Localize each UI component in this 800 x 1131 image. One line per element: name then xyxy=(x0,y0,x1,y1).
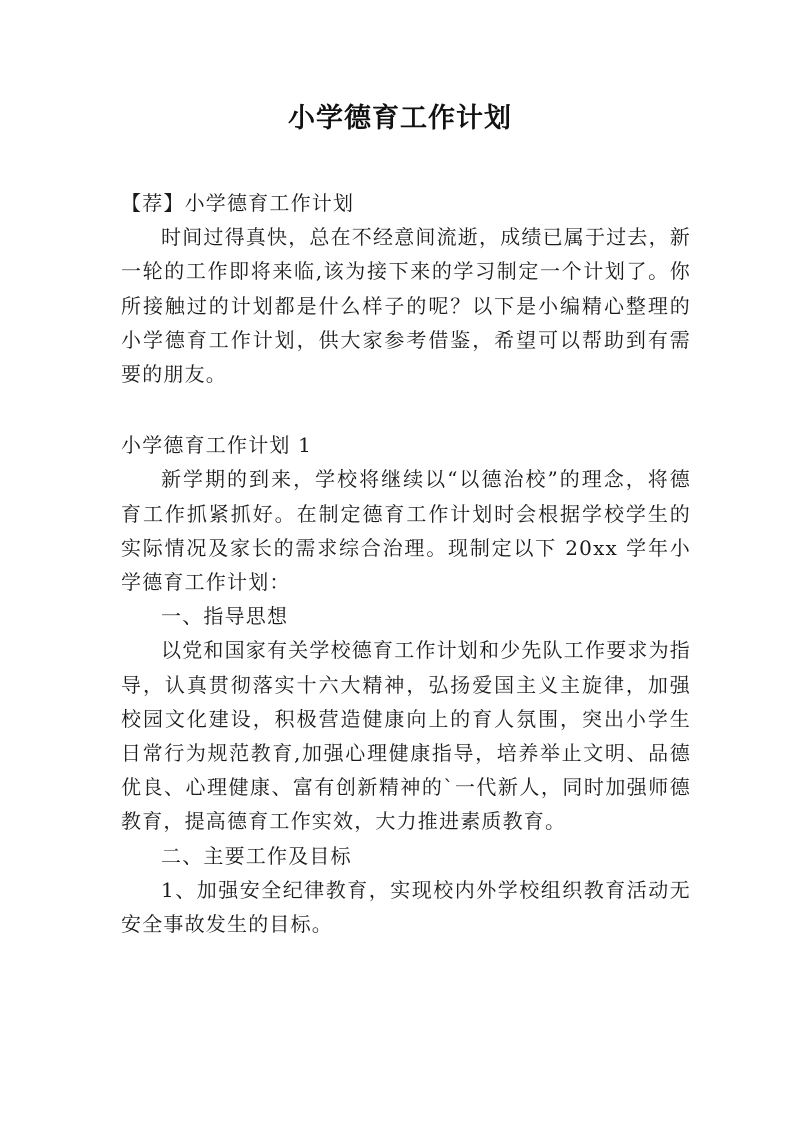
plan1-intro-paragraph: 新学期的到来，学校将继续以“以德治校”的理念，将德育工作抓紧抓好。在制定德育工作计划时会根据学校学生的实际情况及家长的需求综合治理。现制定以下 20xx 学年小学德育工作计划： xyxy=(121,467,691,595)
document-title: 小学德育工作计划 xyxy=(288,103,512,134)
section2-item-1: 1、加强安全纪律教育，实现校内外学校组织教育活动无安全事故发生的目标。 xyxy=(121,877,691,937)
recommend-line: 【荐】小学德育工作计划 xyxy=(121,191,355,215)
section2-heading: 二、主要工作及目标 xyxy=(161,843,352,868)
document-body xyxy=(121,186,691,941)
intro-paragraph: 时间过得真快，总在不经意间流逝，成绩已属于过去，新一轮的工作即将来临,该为接下来的学习制定一个计划了。你所接触过的计划都是什么样子的呢？以下是小编精心整理的小学德育工作计划，供大家参考借鉴，希望可以帮助到有需要的朋友。 xyxy=(121,225,691,387)
paragraph-gap xyxy=(121,391,691,428)
section1-heading: 一、指导思想 xyxy=(161,604,289,629)
section1-paragraph: 以党和国家有关学校德育工作计划和少先队工作要求为指导，认真贯彻落实十六大精神，弘扬爱国主义主旋律，加强校园文化建设，积极营造健康向上的育人氛围，突出小学生日常行为规范教育,加强心理健康指导，培养举止文明、品德优良、心理健康、富有创新精神的`一代新人，同时加强师德教育，提高德育工作实效，大力推进素质教育。 xyxy=(121,638,691,834)
plan1-heading: 小学德育工作计划 1 xyxy=(121,433,313,458)
